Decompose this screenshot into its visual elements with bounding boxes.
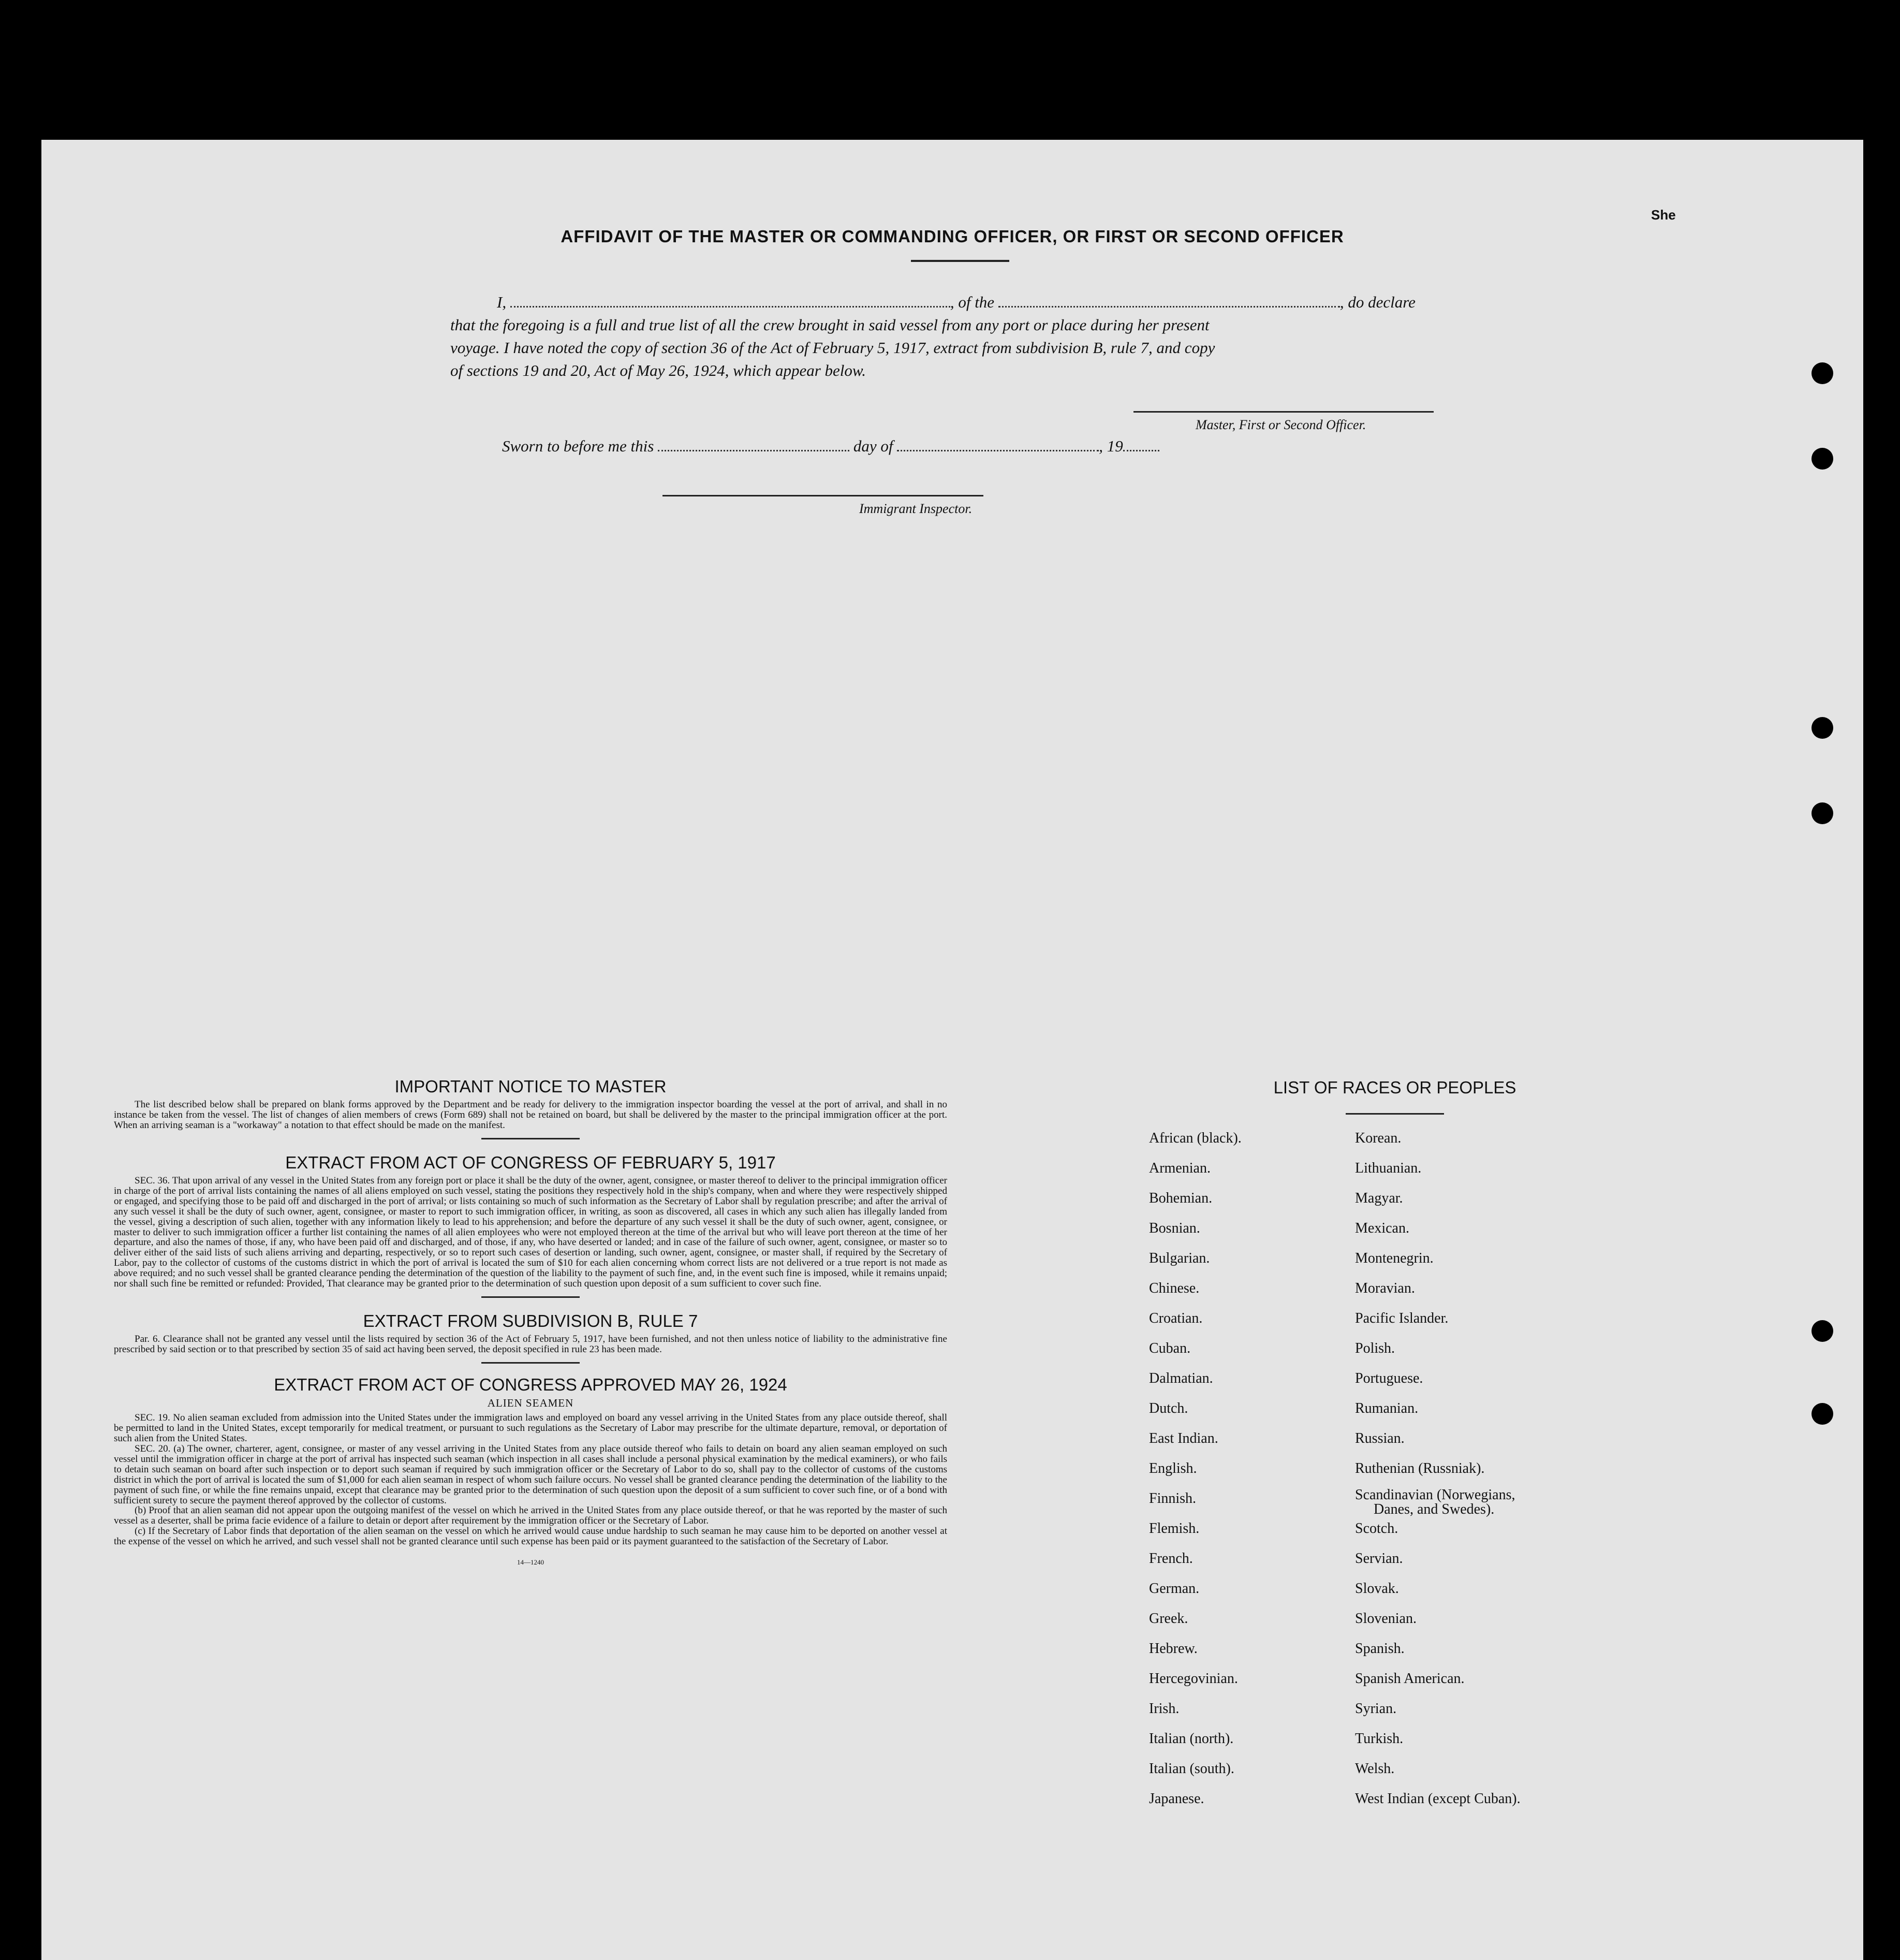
race-item: Mexican. (1355, 1220, 1409, 1236)
extract-1924-title: EXTRACT FROM ACT OF CONGRESS APPROVED MAY 26, 1924 (274, 1375, 787, 1394)
rule7-text: Par. 6. Clearance shall not be granted any vessel until the lists required by section 36 of the Act of February 5, 1917, have been furnished, and not then unless notice of liability to the administrative fine prescribed by said section or to that prescribed by section 35 of said act having been served, the deposit specified in rule 23 has been made. (114, 1334, 947, 1355)
race-item: Finnish. (1149, 1490, 1197, 1506)
race-item: Portuguese. (1355, 1370, 1423, 1386)
notice-text: The list described below shall be prepared on blank forms approved by the Department and be ready for delivery to the immigration inspector boarding the vessel at the port of arrival, and shall in no instance be taken from the vessel. The list of changes of alien members of crews (Form 689) shall not be retained on board, but shall be delivered by the master to the principal immigration officer at the port. When an arriving seaman is a "workaway" a notation to that effect should be made on the manifest. (114, 1099, 947, 1131)
race-item: Dalmatian. (1149, 1370, 1213, 1386)
race-item: Scotch. (1355, 1520, 1398, 1537)
race-item: West Indian (except Cuban). (1355, 1791, 1521, 1807)
name-field[interactable] (510, 306, 950, 308)
race-item: Moravian. (1355, 1280, 1415, 1296)
affidavit-i: I, (497, 293, 507, 311)
race-item: Pacific Islander. (1355, 1310, 1449, 1326)
sec19-text: SEC. 19. No alien seaman excluded from admission into the United States under the immigration laws and employed on board any vessel arriving in the United States from any place outside thereof, shall be permitted to land in the United States, except temporarily for medical treatment, or pursuant to such regulations as the Secretary of Labor may prescribe for the ultimate departure, removal, or deportation of such alien from the United States. (114, 1412, 947, 1444)
races-left-column (1149, 1123, 1242, 1814)
sworn-day-of: day of (853, 437, 893, 455)
race-item: Slovak. (1355, 1581, 1399, 1597)
race-item: Bosnian. (1149, 1220, 1200, 1236)
extract-1924-subtitle: ALIEN SEAMEN (487, 1397, 574, 1409)
race-item: Korean. (1355, 1130, 1402, 1146)
race-item: Chinese. (1149, 1280, 1200, 1296)
race-item: Turkish. (1355, 1731, 1404, 1747)
race-item: German. (1149, 1581, 1200, 1597)
affidavit-line-3: voyage. I have noted the copy of section 36 of the Act of February 5, 1917, extract from subdivision B, rule 7, and copy (450, 339, 1215, 357)
binder-hole (1811, 802, 1833, 824)
binder-hole (1811, 448, 1833, 470)
races-right-column (1355, 1123, 1521, 1814)
race-item-scandinavian (1355, 1484, 1521, 1517)
binder-hole (1811, 362, 1833, 384)
race-item: Irish. (1149, 1701, 1180, 1717)
race-item: Cuban. (1149, 1340, 1191, 1356)
races-title: LIST OF RACES OR PEOPLES (1273, 1078, 1516, 1097)
race-item: French. (1149, 1551, 1193, 1567)
master-signature-label: Master, First or Second Officer. (1196, 417, 1366, 432)
race-item: Rumanian. (1355, 1400, 1419, 1416)
sec20c-text: (c) If the Secretary of Labor finds that deportation of the alien seaman on the vessel on which he arrived would cause undue hardship to such seaman he may cause him to be deported on another vessel at the expense of the vessel on which he arrived, and such vessel shall not be granted clearance until such expense has been paid or its payment guaranteed to the satisfaction of the Secretary of Labor. (114, 1526, 947, 1547)
sec20b-text: (b) Proof that an alien seaman did not appear upon the outgoing manifest of the vessel on which he arrived in the United States from any place outside thereof, or that he was reported by the master of such vessel as a deserter, shall be prima facie evidence of a failure to detain or deport after requirement by the immigration officer or the Secretary of Labor. (114, 1505, 947, 1527)
race-item: Hebrew. (1149, 1641, 1198, 1657)
race-item: Magyar. (1355, 1190, 1403, 1206)
race-item: Hercegovinian. (1149, 1671, 1238, 1687)
race-item: Croatian. (1149, 1310, 1203, 1326)
sworn-year-field[interactable] (1123, 450, 1159, 451)
sworn-prefix: Sworn to before me this (502, 437, 654, 455)
race-item: Slovenian. (1355, 1611, 1417, 1627)
race-item: Flemish. (1149, 1520, 1200, 1537)
notice-title: IMPORTANT NOTICE TO MASTER (394, 1077, 667, 1096)
race-item: English. (1149, 1460, 1197, 1476)
affidavit-body (450, 291, 1511, 382)
race-item: Montenegrin. (1355, 1250, 1434, 1266)
form-sheet (41, 140, 1863, 1960)
inspector-signature-line[interactable] (662, 495, 983, 496)
race-item: African (black). (1149, 1130, 1242, 1146)
race-item: Welsh. (1355, 1761, 1395, 1777)
master-signature-line[interactable] (1133, 411, 1434, 413)
race-item: Lithuanian. (1355, 1160, 1422, 1176)
affidavit-line-1 (450, 291, 1511, 314)
affidavit-declare: , do declare (1339, 293, 1416, 311)
race-item-continuation: Danes, and Swedes). (1374, 1501, 1495, 1517)
sec20a-text: SEC. 20. (a) The owner, charterer, agent, consignee, or master of any vessel arriving in the United States from any place outside thereof who fails to detain on board any alien seaman employed on such vessel until the immigration officer in charge at the port of arrival has inspected such seaman (which inspection in all cases shall include a personal physical examination by the medical examiners), or who fails to detain such seaman on board after such inspection or to deport such seaman if required by such immigration officer or the Secretary of Labor to do so, shall pay to the collector of customs of the customs district in which the port of arrival is located the sum of $1,000 for each alien seaman in respect of whom such failure occurs. No vessel shall be granted clearance pending the determination of the liability to the payment of such fine, or while the fine remains unpaid, except that clearance may be granted prior to the determination of such question upon the deposit of a sum sufficient to cover such fine, or of a bond with sufficient surety to secure the payment thereof approved by the collector of customs. (114, 1443, 947, 1506)
race-item: Spanish American. (1355, 1671, 1465, 1687)
title-underline (911, 260, 1009, 262)
divider (481, 1138, 580, 1139)
extract-1917-title: EXTRACT FROM ACT OF CONGRESS OF FEBRUARY 5, 1917 (285, 1152, 776, 1172)
race-item: Bulgarian. (1149, 1250, 1210, 1266)
race-item: Japanese. (1149, 1791, 1204, 1807)
races-underline (1346, 1113, 1444, 1115)
race-item: Polish. (1355, 1340, 1395, 1356)
race-item: Syrian. (1355, 1701, 1397, 1717)
race-item: Greek. (1149, 1611, 1188, 1627)
sworn-line (502, 437, 1159, 456)
race-item: Bohemian. (1149, 1190, 1213, 1206)
divider (481, 1296, 580, 1298)
sworn-day-field[interactable] (658, 450, 849, 451)
binder-hole (1811, 1403, 1833, 1425)
race-item: Russian. (1355, 1430, 1405, 1446)
race-item: Armenian. (1149, 1160, 1211, 1176)
binder-hole (1811, 717, 1833, 739)
race-item: Italian (north). (1149, 1731, 1234, 1747)
race-item: Servian. (1355, 1551, 1403, 1567)
race-item: Italian (south). (1149, 1761, 1234, 1777)
affidavit-title: AFFIDAVIT OF THE MASTER OR COMMANDING OFFICER, OR FIRST OR SECOND OFFICER (561, 227, 1344, 246)
form-number: 14—1240 (517, 1558, 544, 1567)
sworn-month-field[interactable] (897, 450, 1099, 451)
vessel-field[interactable] (998, 306, 1340, 308)
binder-hole (1811, 1320, 1833, 1342)
extract-1917-text: SEC. 36. That upon arrival of any vessel in the United States from any foreign port or place it shall be the duty of the owner, agent, consignee, or master thereof to deliver to the principal immigration officer in charge of the port of arrival lists containing the names of all aliens employed on such vessel, stating the positions they respectively hold in the ship's company, when and where they were respectively shipped or engaged, and specifying those to be paid off and discharged in the port of arrival; or lists containing so much of such information as the Secretary of Labor shall by regulation prescribe; and after the arrival of any such vessel it shall be the duty of such owner, agent, consignee, or master to report to such immigration officer, in writing, as soon as discovered, all cases in which any such alien has illegally landed from the vessel, giving a description of such alien, together with any information likely to lead to his apprehension; and before the departure of any such vessel it shall be the duty of such owner, agent, consignee, or master to deliver to such immigration officer a further list containing the names of all alien employees who were not employed thereon at the time of the arrival but who will leave port thereon at the time of her departure, and also the names of those, if any, who have been paid off and discharged, and of those, if any, who have deserted or landed; and in case of the failure of such owner, agent, consignee, or master so to deliver either of the said lists of such aliens arriving and departing, respectively, or so to report such cases of desertion or landing, such owner, agent, consignee, or master shall, if required by the Secretary of Labor, pay to the collector of customs of the customs district in which the port of arrival is located the sum of $10 for each alien concerning whom correct lists are not delivered or a true report is not made as above required; and no such vessel shall be granted clearance pending the determination of the question of the liability to the payment of such fine, and, in the event such fine is imposed, while it remains unpaid; nor shall such fine be remitted or refunded: Provided, That clearance may be granted prior to the determination of such question upon deposit of a sum sufficient to cover such fine. (114, 1175, 947, 1290)
affidavit-of-the: , of the (950, 293, 995, 311)
affidavit-line-2: that the foregoing is a full and true list of all the crew brought in said vessel from any port or place during her present (450, 316, 1210, 334)
sheet-label: She (1651, 207, 1676, 223)
race-item: Scandinavian (Norwegians, (1355, 1487, 1515, 1503)
race-item: Spanish. (1355, 1641, 1405, 1657)
race-item: Ruthenian (Russniak). (1355, 1460, 1485, 1476)
race-item: East Indian. (1149, 1430, 1218, 1446)
sworn-year: , 19 (1099, 437, 1123, 455)
inspector-label: Immigrant Inspector. (859, 501, 973, 516)
affidavit-line-4: of sections 19 and 20, Act of May 26, 1924, which appear below. (450, 361, 866, 379)
left-legal-column (114, 1077, 947, 1567)
race-item: Dutch. (1149, 1400, 1188, 1416)
divider (481, 1362, 580, 1364)
rule7-title: EXTRACT FROM SUBDIVISION B, RULE 7 (363, 1311, 698, 1331)
